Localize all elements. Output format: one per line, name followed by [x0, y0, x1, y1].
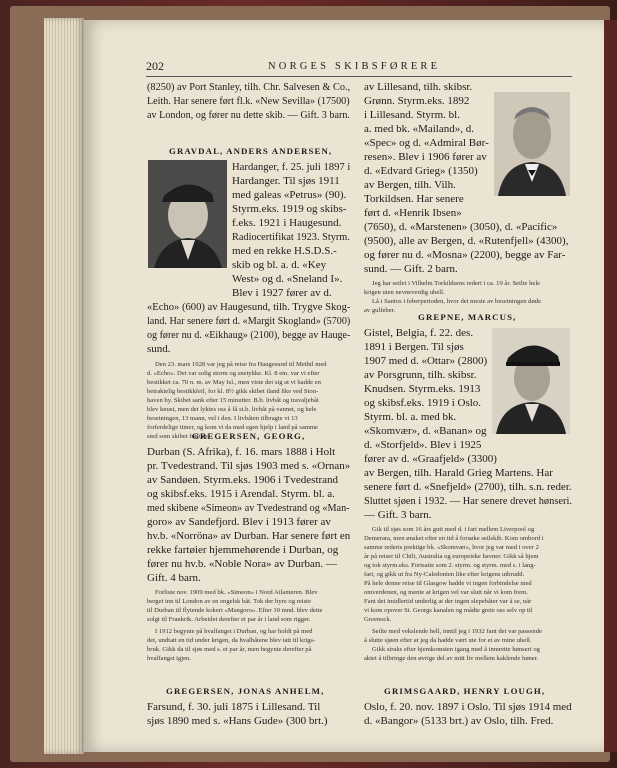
note-line: I 1912 begynte på hvalfangst i Durban, og har holdt på med: [155, 628, 313, 635]
note-line: blev knust, men det lyktes oss å få st.b. livbåt på vannet, og hele: [147, 406, 317, 413]
entry-heading: GREGERSEN, JONAS ANHELM,: [166, 686, 325, 696]
text-line: resen». Blev i 1906 fører av: [364, 151, 487, 163]
text-line: fører nu hv.b. «Noble Nora» av Durban. —: [147, 558, 337, 570]
text-line: land. Har senere ført d. «Margit Skogland» (5700): [147, 315, 351, 327]
note-line: hvalfangst igjen.: [147, 655, 191, 662]
text-line: Sluttet sjøen i 1932. — Har senere drevet hønseri.: [364, 495, 572, 507]
text-line: og fører nu d. «Eikhaug» (2100), begge av Hauge-: [147, 329, 351, 341]
text-line: pr. Tvedestrand. Til sjøs 1903 med s. «Ornan»: [147, 460, 351, 472]
text-line: 1891 i Bergen. Til sjøs: [364, 341, 464, 353]
note-line: betraktelig bestikkfeil, for kl. 8½ gikk skibet iland like ved Ston-: [147, 388, 319, 395]
text-line: sund.: [147, 343, 171, 355]
text-line: Grønn. Styrm.eks. 1892: [364, 95, 470, 107]
text-line: med en rekke H.S.D.S.-: [232, 245, 337, 257]
text-line: hv.b. «Norröna» av Durban. Har senere ført en: [147, 530, 351, 542]
text-line: ført d. «Henrik Ibsen»: [364, 207, 462, 219]
note-line: Forliste nov. 1909 med bk. «Simeon» i Nord Atlanteren. Blev: [155, 589, 318, 596]
note-line: Demerara, men ønsket efter en tid å forsøke seilskib. Kom ombord i: [364, 535, 544, 542]
note-line: bruk. Gikk da til sjøs med s. et par år, men begynte derefter på: [147, 646, 312, 653]
text-line: av Porsgrunn, tilh. skibsr.: [364, 369, 477, 381]
text-line: Durban (S. Afrika), f. 16. mars 1888 i Holt: [147, 446, 336, 458]
note-line: Gikk straks efter hjemkomsten igang med å inmrette hønseri og: [372, 646, 540, 653]
note-line: og tok styrm.eks. Fortsatte som 2. styrm. og styrm. med s. i lang-: [364, 562, 536, 569]
text-line: av Lillesand, tilh. skibsr.: [364, 81, 473, 93]
note-line: Fant det imidlertid underlig at der ingen slepebåter var å se, når: [364, 598, 532, 605]
text-line: Gift. 4 barn.: [147, 572, 201, 584]
note-line: vi kom opover St. Georgs kanalen og mådte greie oss selv op til: [364, 607, 533, 614]
note-line: samme rederis prektige bk. «Skomvær», hvor jeg var med i over 2: [364, 544, 539, 551]
note-line: forferdelige timer, og kom vi da med egen hjelp i land på samme: [147, 424, 318, 431]
text-line: d. «Storfjeld». Blev i 1925: [364, 439, 482, 451]
text-line: Blev i 1927 fører av d.: [232, 287, 332, 299]
text-line: av Bergen, tilh. Harald Grieg Martens. Har: [364, 467, 553, 479]
note-line: omverdenen, og mente at krigen vel var slutt når vi kom frem.: [364, 589, 528, 596]
note-line: solgt til Frankrik. Arbeidet derefter et par år i land som rigger.: [147, 616, 311, 623]
text-line: f.eks. 1921 i Haugesund.: [232, 217, 342, 229]
text-line: (8250) av Port Stanley, tilh. Chr. Salvesen & Co.,: [147, 81, 351, 93]
text-line: d. «Edvard Grieg» (1350): [364, 165, 478, 177]
running-title: NORGES SKIBSFØRERE: [268, 61, 441, 72]
text-line: Hardanger. Til sjøs 1911: [232, 175, 340, 187]
note-line: Seilte med vekslende hell, inntil jeg i 1932 fant det var passende: [372, 628, 542, 635]
note-line: sted som skibet forliste.: [147, 433, 210, 440]
entry-heading: GREPNE, MARCUS,: [418, 312, 517, 322]
note-line: fart, og gikk ut fra Ny-Caledonien like efter krigens utbrudd.: [364, 571, 525, 578]
note-line: Jeg har seilet i Vilhelm Torkildsens rederi i ca. 19 år. Seilte hele: [372, 280, 541, 287]
text-line: sund. — Gift. 2 barn.: [364, 263, 458, 275]
text-line: og fører nu d. «Mosna» (2200), begge av Far-: [364, 249, 566, 261]
text-line: (9500), alle av Bergen, d. «Rutenfjell» (4300),: [364, 235, 569, 247]
note-line: bestikket ca. 70 n. m. av May Isl., men viste det sig at vi hadde en: [147, 379, 321, 386]
text-line: Radiocertifikat 1923. Styrm.: [232, 231, 350, 243]
note-line: å slutte sjøen efter at jeg da hadde vært ute for et av mine uhell.: [364, 637, 532, 644]
text-line: med skibene «Simeon» av Tvedestrand og «Man-: [147, 502, 350, 514]
text-line: Styrm. bl. a. med bk.: [364, 411, 457, 423]
cover-edge: [604, 20, 617, 752]
entry-heading: GRAVDAL, ANDERS ANDERSEN,: [169, 146, 333, 156]
text-line: senere ført d. «Snefjeld» (2700), tilh. s.n. reder.: [364, 481, 572, 493]
note-line: år på reiser til Chili, Australia og europeiske havner. Gikk så hjem: [364, 553, 539, 560]
text-line: goro» av Sandefjord. Blev i 1913 fører av: [147, 516, 331, 528]
text-line: — Gift. 3 barn.: [364, 509, 432, 521]
portrait-photo: [148, 160, 227, 268]
page-edges: [44, 18, 84, 754]
text-line: av Bergen, tilh. Vilh.: [364, 179, 456, 191]
text-line: Gistel, Belgia, f. 22. des.: [364, 327, 474, 339]
text-line: West» og d. «Sneland I».: [232, 273, 343, 285]
note-line: d. «Echo». Det var solig storm og snetykke. Kl. 8 em. var vi efter: [147, 370, 320, 377]
note-line: Greenock.: [364, 616, 392, 623]
text-line: «Skomvær», d. «Banan» og: [364, 425, 487, 437]
text-line: og skibsf.eks. 1919 i Oslo.: [364, 397, 482, 409]
text-line: av Sandøen. Styrm.eks. 1906 i Tvedestrand: [147, 474, 339, 486]
text-line: Torkildsen. Har senere: [364, 193, 464, 205]
note-line: av gulfeber.: [364, 307, 396, 314]
text-line: d. «Bangor» (5133 brt.) av Oslo, tilh. Fred.: [364, 715, 554, 727]
portrait-photo: [492, 328, 570, 434]
text-line: Styrm.eks. 1919 og skibs-: [232, 203, 347, 215]
text-line: «Echo» (600) av Haugesund, tilh. Trygve Skog-: [147, 301, 351, 313]
note-line: Gik til sjøs som 16 års gutt med d. i fart mellem Liverpool og: [372, 526, 535, 533]
text-line: med galeas «Petrus» (90).: [232, 189, 347, 201]
entry-heading: GREGERSEN, GEORG,: [192, 431, 306, 441]
header-rule: [146, 76, 572, 77]
note-line: Lå i Santos i feberperioden, hvor det meste av besetningen døde: [372, 298, 542, 305]
note-line: haven by. Skibet sank efter 15 minutter. B.b. livbåt og travaljebåt: [147, 397, 319, 404]
text-line: i Lillesand. Styrm. bl.: [364, 109, 460, 121]
note-line: til Durban til flytende kokeri «Mangoro». Efter 10 mnd. blev dette: [147, 607, 323, 614]
text-line: (7650), d. «Marstenen» (3050), d. «Pacific»: [364, 221, 558, 233]
page-number: 202: [146, 59, 164, 73]
note-line: På hele denne reise til Glasgow hadde vi ingen forbindelse med: [364, 580, 532, 587]
text-line: Leith. Har senere ført fl.k. «New Sevilla» (17500): [147, 95, 350, 107]
note-line: det, undtatt en tid under krigen, da hvalbåtene blev tatt til krigs-: [147, 637, 316, 644]
note-line: aktet å tilbringe den øvrige del av mitt liv mellem kaklende høner.: [364, 655, 539, 662]
entry-heading: GRIMSGAARD, HENRY LOUGH,: [384, 686, 546, 696]
note-line: Den 23. mars 1928 var jeg på reise fra Haugesund til Methil med: [155, 361, 327, 368]
text-line: Hardanger, f. 25. juli 1897 i: [232, 161, 351, 173]
text-line: Knudsen. Styrm.eks. 1913: [364, 383, 481, 395]
text-line: rekke fartøier hjemmehørende i Durban, og: [147, 544, 339, 556]
note-line: besetningen, 13 mann, vel i den. I livbåten tilbragte vi 13: [147, 415, 298, 422]
portrait-photo: [494, 92, 570, 196]
text-line: Oslo, f. 20. nov. 1897 i Oslo. Til sjøs 1914 med: [364, 701, 572, 713]
note-line: krigen uten nevneverdig uhell.: [364, 289, 445, 296]
text-line: av London, og fører nu dette skib. — Gift. 3 barn.: [147, 109, 350, 121]
text-line: sjøs 1890 med s. «Hans Gude» (300 brt.): [147, 715, 328, 727]
text-line: skib og bl. a. d. «Key: [232, 259, 327, 271]
text-line: «Spec» og d. «Admiral Bør-: [364, 137, 489, 149]
text-line: a. med bk. «Mailand», d.: [364, 123, 474, 135]
text-line: 1907 med d. «Ottar» (2800): [364, 355, 488, 367]
text-line: Farsund, f. 30. juli 1875 i Lillesand. Til: [147, 701, 321, 713]
text-line: fører av d. «Graafjeld» (3300): [364, 453, 497, 465]
note-line: berget inn til London av en engelsk båt. Tok der hyre og reiste: [147, 598, 311, 605]
text-line: og skibsf.eks. 1915 i Arendal. Styrm. bl. a.: [147, 488, 335, 500]
